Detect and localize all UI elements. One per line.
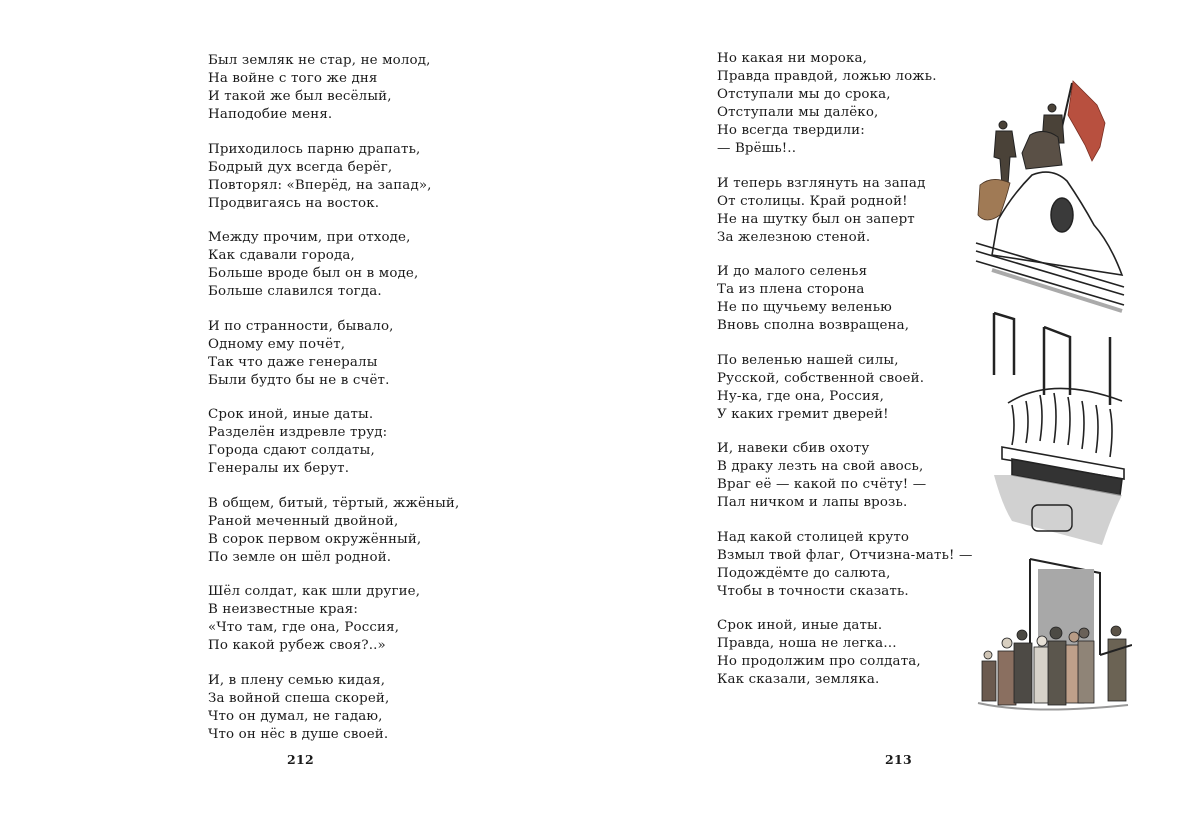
poem-line: Что он нёс в душе своей.	[208, 726, 389, 742]
poem-line: Раной меченный двойной,	[208, 513, 399, 529]
poem-line: Отступали мы до срока,	[717, 87, 891, 102]
crowd-figures	[982, 626, 1132, 705]
poem-line: Та из плена сторона	[717, 282, 865, 297]
poem-line: За железною стеной.	[717, 229, 871, 245]
poem-line: — Врёшь!..	[717, 141, 797, 156]
poem-line: Правда, ноша не легка…	[717, 636, 897, 651]
poem-line: Над какой столицей круто	[717, 529, 910, 545]
poem-line: Одному ему почёт,	[208, 336, 346, 352]
poem-line: В общем, битый, тёртый, жжёный,	[208, 495, 460, 511]
stanza	[208, 406, 459, 478]
poem-line: Вновь сполна возвращена,	[717, 318, 910, 333]
poem-line: Подождёмте до салюта,	[717, 565, 891, 581]
poem-line: И по странности, бывало,	[208, 318, 394, 334]
stanza	[717, 352, 973, 424]
poem-line: Правда правдой, ложью ложь.	[717, 69, 937, 84]
poem-line: Чтобы в точности сказать.	[717, 583, 909, 599]
poem-line: Так что даже генералы	[208, 354, 378, 370]
red-flag-icon	[1058, 81, 1105, 161]
stanza	[717, 440, 973, 512]
war-illustration	[972, 75, 1132, 715]
stanza	[208, 318, 459, 390]
poem-line: Срок иной, иные даты.	[208, 407, 374, 422]
poem-line: В сорок первом окружённый,	[208, 531, 422, 547]
poem-line: Пал ничком и лапы врозь.	[717, 495, 908, 510]
poem-line: Как сдавали города,	[208, 248, 355, 263]
poem-line: Наподобие меня.	[208, 107, 333, 122]
poem-line: И, в плену семью кидая,	[208, 672, 386, 688]
poem-line: В неизвестные края:	[208, 602, 359, 617]
poem-line: Города сдают солдаты,	[208, 443, 375, 458]
poem-line: По земле он шёл родной.	[208, 549, 392, 565]
poem-line: Генералы их берут.	[208, 461, 350, 476]
poem-line: Не по щучьему веленью	[717, 300, 892, 315]
poem-line: По веленью нашей силы,	[717, 352, 899, 368]
stanza	[717, 263, 973, 335]
poem-column-right	[717, 50, 973, 706]
poem-line: Был земляк не стар, не молод,	[208, 53, 431, 68]
stanza	[208, 583, 459, 655]
poem-line: И теперь взглянуть на запад	[717, 175, 926, 191]
stanza	[208, 672, 459, 744]
poem-line: На войне с того же дня	[208, 71, 378, 86]
poem-line: Русской, собственной своей.	[717, 370, 925, 386]
poem-line: Шёл солдат, как шли другие,	[208, 584, 421, 599]
page-number: 213	[885, 752, 912, 767]
poem-line: Что он думал, не гадаю,	[208, 708, 383, 724]
page-number: 212	[287, 752, 314, 767]
poem-line: Но продолжим про солдата,	[717, 654, 921, 669]
poem-line: «Что там, где она, Россия,	[208, 620, 400, 635]
right-page	[600, 0, 1200, 813]
poem-line: Но всегда твердили:	[717, 123, 865, 138]
poem-line: Взмыл твой флаг, Отчизна-мать! —	[717, 547, 973, 563]
poem-line: В драку лезть на свой авось,	[717, 459, 924, 474]
stanza	[717, 175, 973, 247]
poem-line: Между прочим, при отходе,	[208, 230, 411, 245]
poem-line: Отступали мы далёко,	[717, 105, 879, 120]
poem-line: Продвигаясь на восток.	[208, 195, 380, 211]
stanza	[717, 529, 973, 601]
poem-line: И до малого селенья	[717, 264, 868, 279]
poem-line: Не на шутку был он заперт	[717, 211, 915, 227]
poem-column-left	[208, 52, 459, 760]
poem-line: И такой же был весёлый,	[208, 89, 392, 104]
stanza	[717, 50, 973, 158]
poem-line: За войной спеша скорей,	[208, 690, 390, 706]
poem-line: Разделён издревле труд:	[208, 425, 388, 440]
poem-line: Больше славился тогда.	[208, 284, 382, 299]
poem-line: Повторял: «Вперёд, на запад»,	[208, 177, 432, 193]
poem-line: От столицы. Край родной!	[717, 193, 908, 209]
poem-line: Бодрый дух всегда берёг,	[208, 159, 393, 175]
poem-line: Но какая ни морока,	[717, 51, 868, 66]
stanza	[717, 617, 973, 689]
poem-line: И, навеки сбив охоту	[717, 441, 870, 456]
stanza	[208, 229, 459, 301]
poem-line: По какой рубеж своя?..»	[208, 638, 386, 653]
poem-line: Ну-ка, где она, Россия,	[717, 388, 885, 404]
poem-line: Враг её — какой по счёту! —	[717, 477, 927, 492]
stanza	[208, 141, 459, 213]
poem-line: Были будто бы не в счёт.	[208, 372, 390, 388]
poem-line: Приходилось парню драпать,	[208, 141, 421, 157]
poem-line: Срок иной, иные даты.	[717, 618, 883, 633]
stanza	[208, 495, 459, 567]
stanza	[208, 52, 459, 124]
poem-line: У каких гремит дверей!	[717, 406, 889, 422]
poem-line: Как сказали, земляка.	[717, 672, 880, 687]
poem-line: Больше вроде был он в моде,	[208, 266, 419, 281]
